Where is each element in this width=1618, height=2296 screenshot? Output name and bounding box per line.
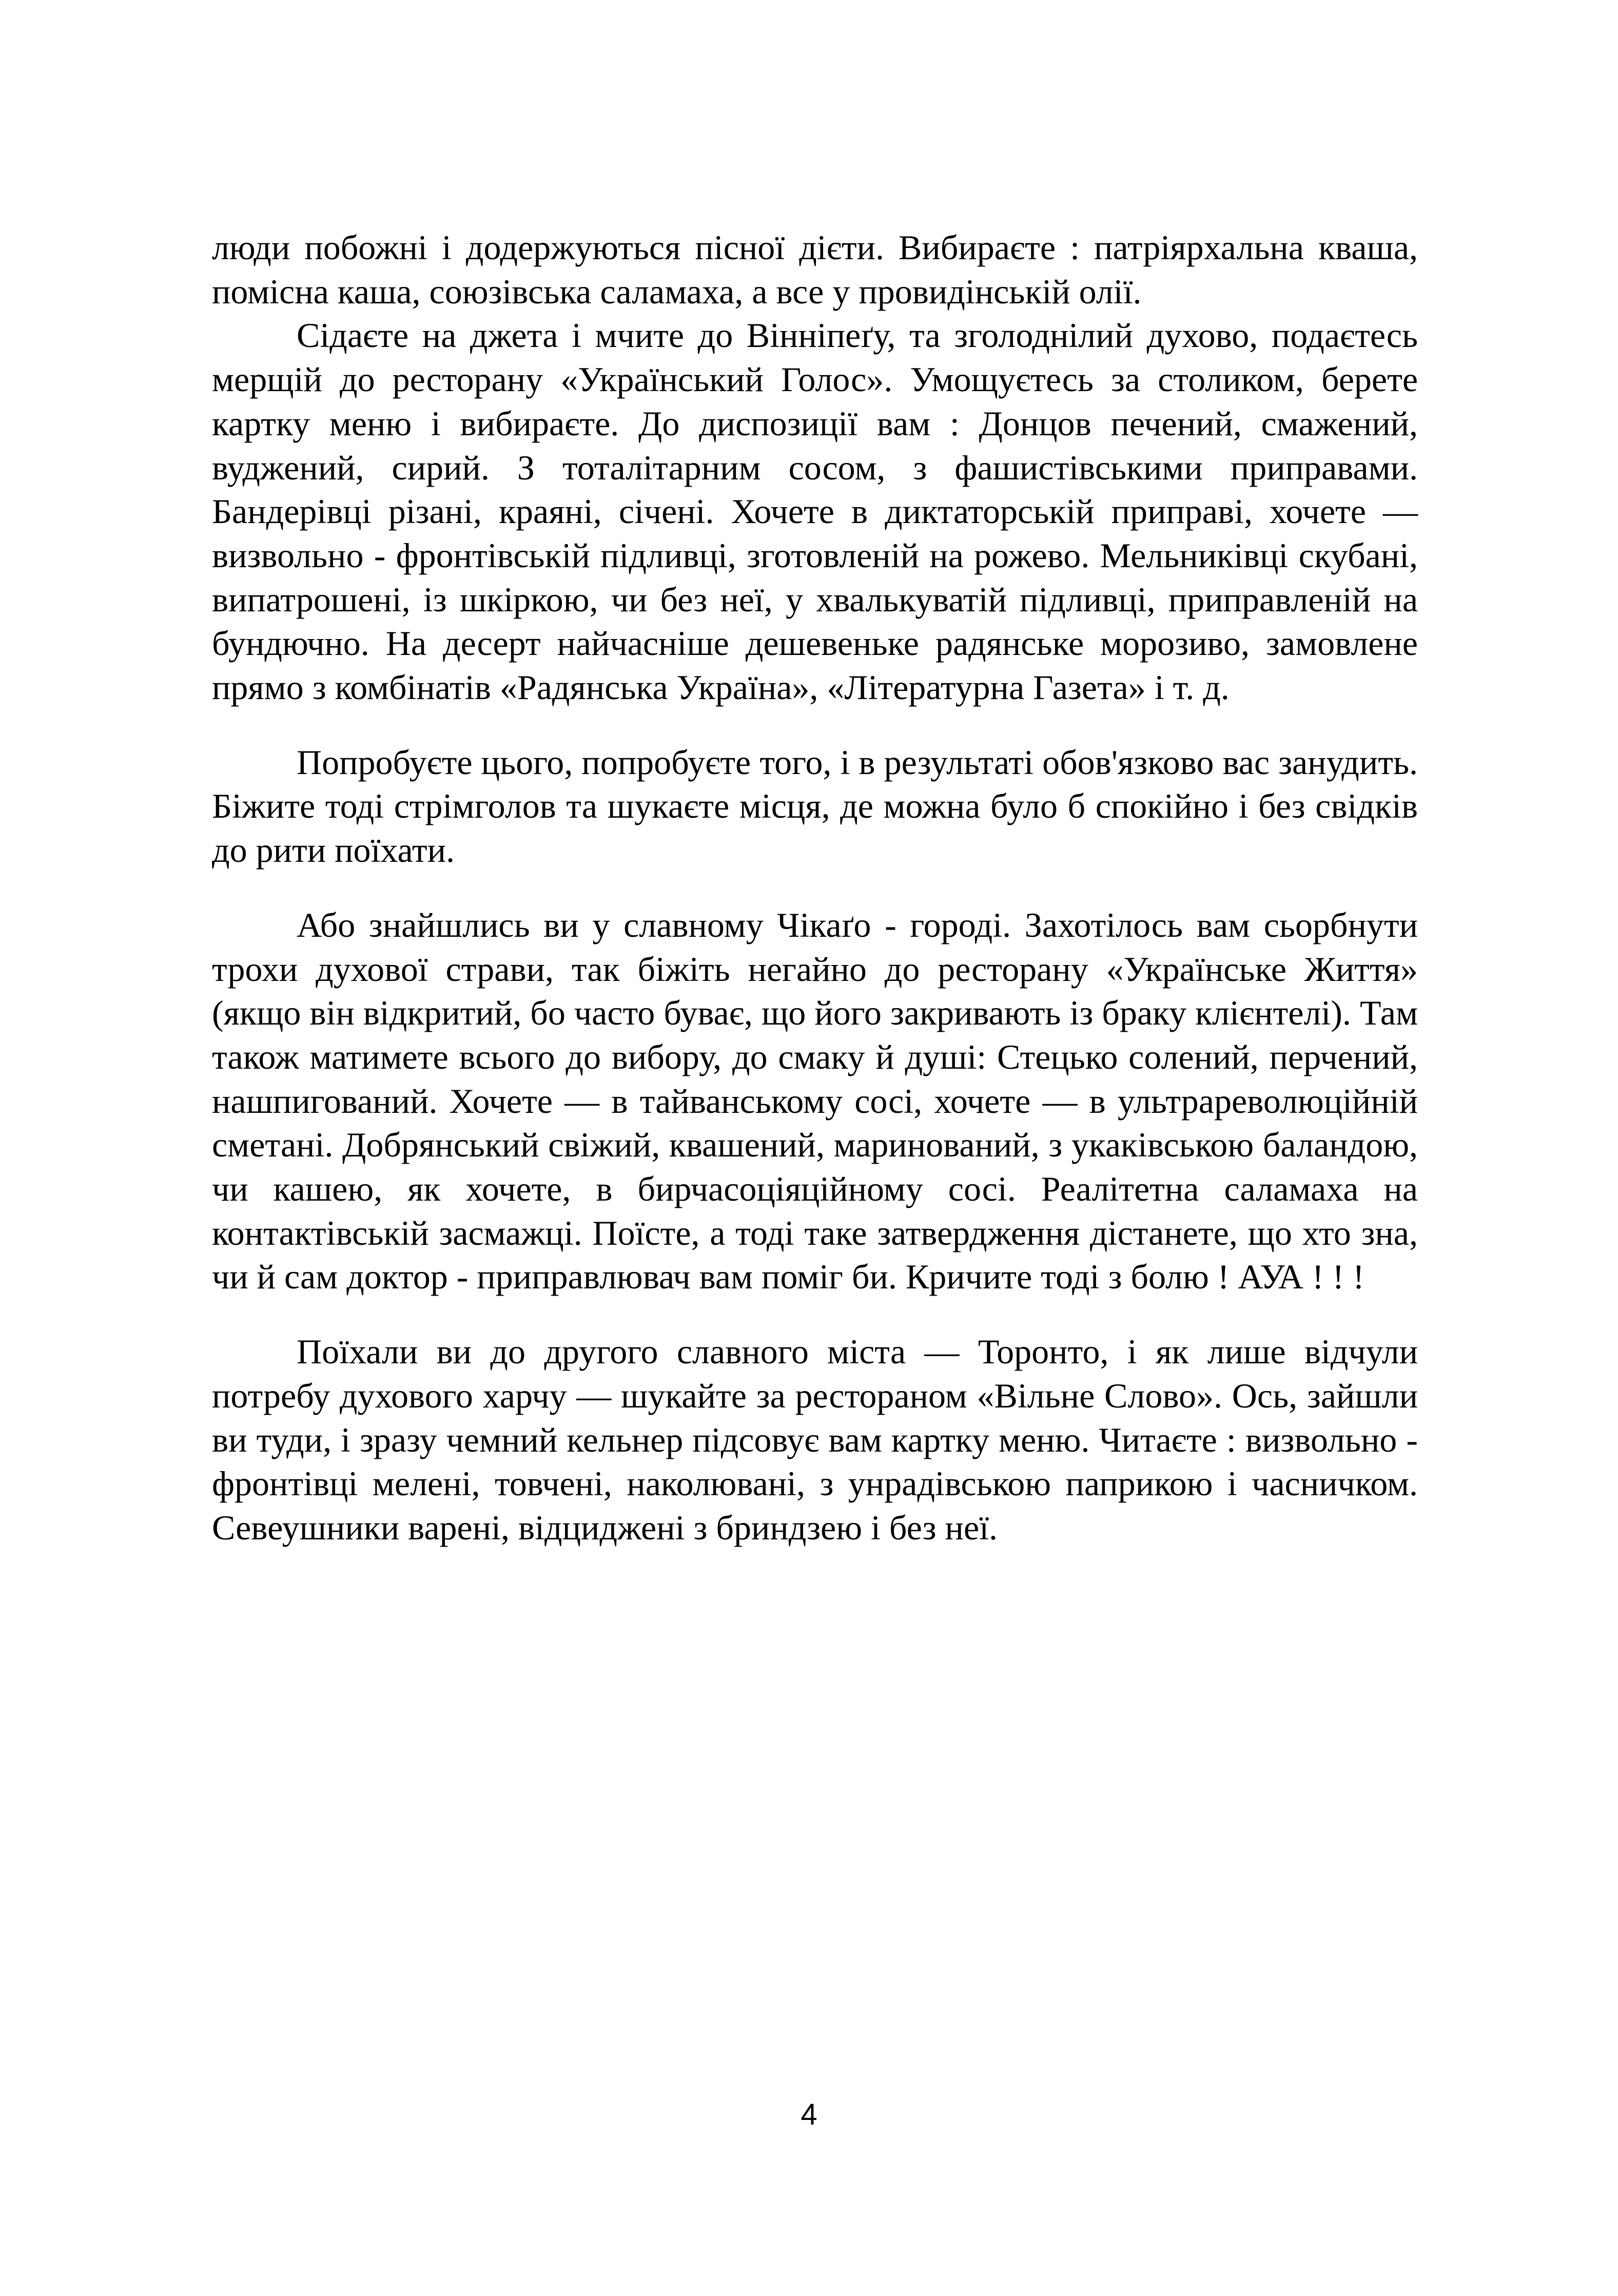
paragraph-1: люди побожні і додержуються пісної дієти. Вибираєте : патріярхальна кваша, помісна каша, союзівська саламаха, а все у провидінській олії. [212, 228, 1418, 311]
page-number: 4 [801, 2098, 817, 2131]
page-body [212, 226, 1418, 1550]
paragraph-2: Сідаєте на джета і мчите до Вінніпеґу, та зголоднілий духово, подаєтесь мерщій до ресторану «Український Голос». Умощуєтесь за столиком, берете картку меню і вибираєте. До диспозиції вам : Донцов печений, смажений, вуджений, сирий. З тоталітарним сосом, з фашистівськими приправами. Бандерівці різані, краяні, січені. Хочете в диктаторській приправі, хочете — визвольно - фронтівській підливці, зготовленій на рожево. Мельниківці скубані, випатрошені, із шкіркою, чи без неї, у хвалькуватій підливці, приправленій на бундючно. На десерт найчасніше дешевеньке радянське морозиво, замовлене прямо з комбінатів «Радянська Україна», «Літературна Газета» і т. д. [212, 316, 1418, 707]
paragraph-3: Попробуєте цього, попробуєте того, і в результаті обов'язково вас занудить. Біжите тоді стрімголов та шукаєте місця, де можна було б спокійно і без свідків до рити поїхати. [212, 742, 1418, 870]
paragraph-5: Поїхали ви до другого славного міста — Торонто, і як лише відчули потребу духового харчу — шукайте за рестораном «Вільне Слово». Ось, зайшли ви туди, і зразу чемний кельнер підсовує вам картку меню. Читаєте : визвольно - фронтівці мелені, товчені, наколювані, з унрадівською паприкою і часничком. Севеушники варені, відциджені з бриндзею і без неї. [212, 1332, 1418, 1547]
paragraph-4: Або знайшлись ви у славному Чікаґо - городі. Захотілось вам сьорбнути трохи духової страви, так біжіть негайно до ресторану «Українське Життя» (якщо він відкритий, бо часто буває, що його закривають із браку клієнтелі). Там також матимете всього до вибору, до смаку й душі: Стецько солений, перчений, нашпигований. Хочете — в тайванському сосі, хочете — в ультрареволюційній сметані. Добрянський свіжий, квашений, маринований, з укаківською баландою, чи кашею, як хочете, в бирчасоціяційному сосі. Реалітетна саламаха на контактівській засмажці. Поїсте, а тоді таке затвердження дістанете, що хто зна, чи й сам доктор - приправлювач вам поміг би. Кричите тоді з болю ! АУА ! ! ! [212, 905, 1418, 1297]
